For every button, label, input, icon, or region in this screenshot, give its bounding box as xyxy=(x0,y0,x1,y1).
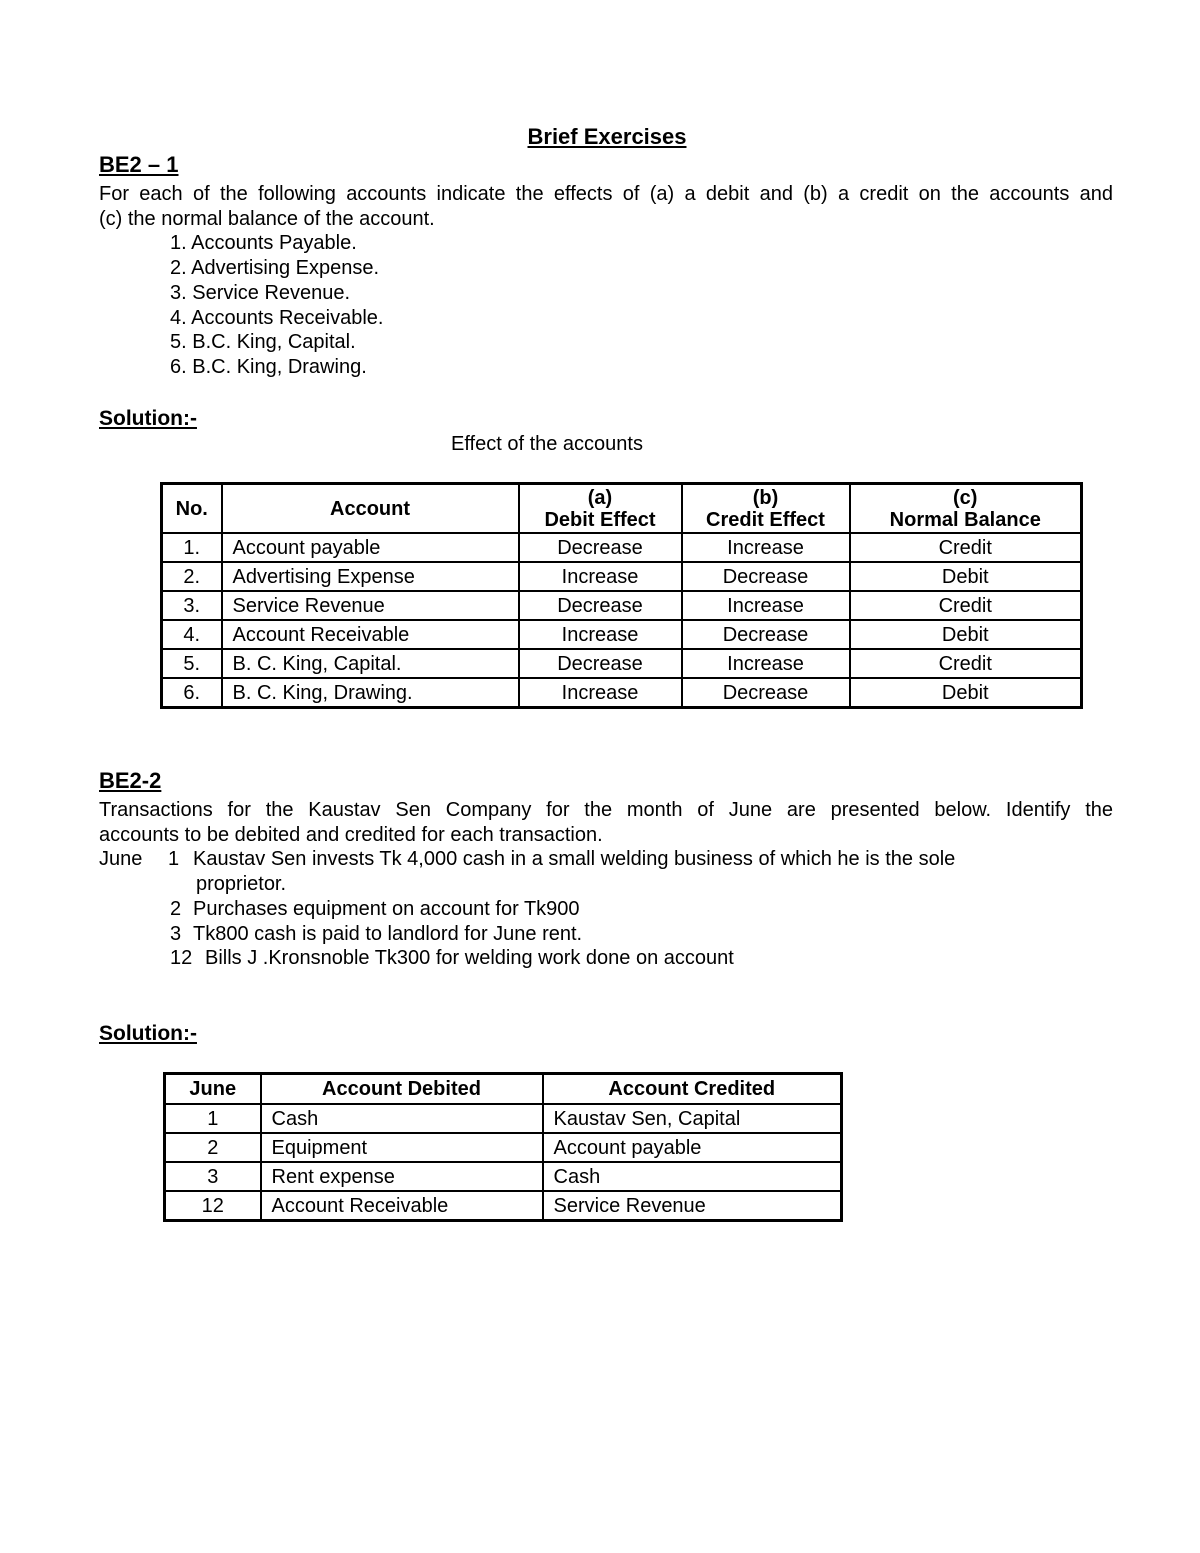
cell-account: B. C. King, Drawing. xyxy=(222,678,519,708)
cell-debit-effect: Increase xyxy=(519,678,682,708)
col-header-no: No. xyxy=(162,484,222,534)
be2-1-heading: BE2 – 1 xyxy=(99,152,179,177)
cell-account: Account payable xyxy=(222,533,519,562)
cell-normal-balance: Credit xyxy=(850,591,1082,620)
be2-1-list-item: 2. Advertising Expense. xyxy=(170,257,380,279)
cell-account-debited: Account Receivable xyxy=(261,1191,543,1221)
table-caption: Effect of the accounts xyxy=(451,433,643,455)
page-title: Brief Exercises xyxy=(527,124,687,149)
table-row xyxy=(165,1191,842,1221)
transaction-text-cont: proprietor. xyxy=(196,873,287,895)
cell-account-debited: Cash xyxy=(261,1104,543,1133)
table-header-row xyxy=(165,1074,842,1105)
cell-account-credited: Service Revenue xyxy=(543,1191,842,1221)
col-header-debit-effect xyxy=(519,484,682,534)
cell-june: 3 xyxy=(165,1162,261,1191)
table-row xyxy=(162,562,1082,591)
table-row xyxy=(162,678,1082,708)
table-header-row xyxy=(162,484,1082,534)
be2-1-list-item: 1. Accounts Payable. xyxy=(170,232,357,254)
be2-1-solution-label: Solution:- xyxy=(99,407,197,430)
cell-account-credited: Cash xyxy=(543,1162,842,1191)
transaction-month: June xyxy=(99,848,143,870)
cell-credit-effect: Increase xyxy=(682,649,850,678)
table-row xyxy=(165,1104,842,1133)
cell-debit-effect: Decrease xyxy=(519,533,682,562)
cell-debit-effect: Decrease xyxy=(519,649,682,678)
table-row xyxy=(162,533,1082,562)
transaction-text: Purchases equipment on account for Tk900 xyxy=(193,898,580,920)
be2-2-prompt-line1: Transactions for the Kaustav Sen Company for the month of June are presented below. Identify the xyxy=(99,799,1113,821)
cell-normal-balance: Debit xyxy=(850,678,1082,708)
col-header-label: (a) xyxy=(587,486,613,509)
cell-account: B. C. King, Capital. xyxy=(222,649,519,678)
cell-credit-effect: Decrease xyxy=(682,620,850,649)
col-header-title: Credit Effect xyxy=(706,508,825,531)
cell-account-debited: Rent expense xyxy=(261,1162,543,1191)
cell-debit-effect: Increase xyxy=(519,562,682,591)
cell-no: 5. xyxy=(162,649,222,678)
col-header-label: (b) xyxy=(752,486,779,509)
col-header-account-credited: Account Credited xyxy=(543,1074,842,1105)
transaction-text: Bills J .Kronsnoble Tk300 for welding work done on account xyxy=(205,947,734,969)
cell-debit-effect: Decrease xyxy=(519,591,682,620)
table-row xyxy=(162,649,1082,678)
cell-no: 2. xyxy=(162,562,222,591)
cell-june: 1 xyxy=(165,1104,261,1133)
transaction-text: Tk800 cash is paid to landlord for June rent. xyxy=(193,923,583,945)
transaction-day: 1 xyxy=(168,848,180,870)
cell-account: Account Receivable xyxy=(222,620,519,649)
col-header-account: Account xyxy=(222,484,519,534)
cell-june: 12 xyxy=(165,1191,261,1221)
cell-normal-balance: Credit xyxy=(850,649,1082,678)
cell-normal-balance: Credit xyxy=(850,533,1082,562)
cell-account-debited: Equipment xyxy=(261,1133,543,1162)
col-header-title: Debit Effect xyxy=(544,508,656,531)
cell-no: 3. xyxy=(162,591,222,620)
be2-1-list-item: 5. B.C. King, Capital. xyxy=(170,331,356,353)
cell-credit-effect: Increase xyxy=(682,533,850,562)
cell-june: 2 xyxy=(165,1133,261,1162)
cell-no: 6. xyxy=(162,678,222,708)
cell-credit-effect: Decrease xyxy=(682,678,850,708)
transaction-day: 2 xyxy=(170,898,182,920)
cell-no: 1. xyxy=(162,533,222,562)
be2-1-list-item: 4. Accounts Receivable. xyxy=(170,307,384,329)
transaction-day: 3 xyxy=(170,923,182,945)
cell-debit-effect: Increase xyxy=(519,620,682,649)
cell-credit-effect: Increase xyxy=(682,591,850,620)
col-header-normal-balance xyxy=(850,484,1082,534)
cell-no: 4. xyxy=(162,620,222,649)
cell-account: Advertising Expense xyxy=(222,562,519,591)
col-header-account-debited: Account Debited xyxy=(261,1074,543,1105)
cell-account-credited: Kaustav Sen, Capital xyxy=(543,1104,842,1133)
cell-account-credited: Account payable xyxy=(543,1133,842,1162)
transaction-text: Kaustav Sen invests Tk 4,000 cash in a small welding business of which he is the sole xyxy=(193,848,956,870)
be2-1-list-item: 6. B.C. King, Drawing. xyxy=(170,356,367,378)
be2-2-solution-label: Solution:- xyxy=(99,1022,197,1045)
cell-normal-balance: Debit xyxy=(850,620,1082,649)
col-header-label: (c) xyxy=(953,486,978,509)
table-row xyxy=(162,591,1082,620)
transaction-day: 12 xyxy=(170,947,193,969)
col-header-june: June xyxy=(165,1074,261,1105)
be2-2-heading: BE2-2 xyxy=(99,768,162,793)
be2-2-prompt-line2: accounts to be debited and credited for each transaction. xyxy=(99,824,603,846)
effects-table xyxy=(160,482,1083,709)
table-row xyxy=(165,1162,842,1191)
journal-table xyxy=(163,1072,843,1222)
be2-1-prompt-line2: (c) the normal balance of the account. xyxy=(99,208,435,230)
be2-1-prompt-line1: For each of the following accounts indicate the effects of (a) a debit and (b) a credit on the accounts and xyxy=(99,183,1113,205)
be2-1-list-item: 3. Service Revenue. xyxy=(170,282,351,304)
cell-normal-balance: Debit xyxy=(850,562,1082,591)
col-header-credit-effect xyxy=(682,484,850,534)
table-row xyxy=(162,620,1082,649)
cell-account: Service Revenue xyxy=(222,591,519,620)
cell-credit-effect: Decrease xyxy=(682,562,850,591)
table-row xyxy=(165,1133,842,1162)
col-header-title: Normal Balance xyxy=(889,508,1041,531)
